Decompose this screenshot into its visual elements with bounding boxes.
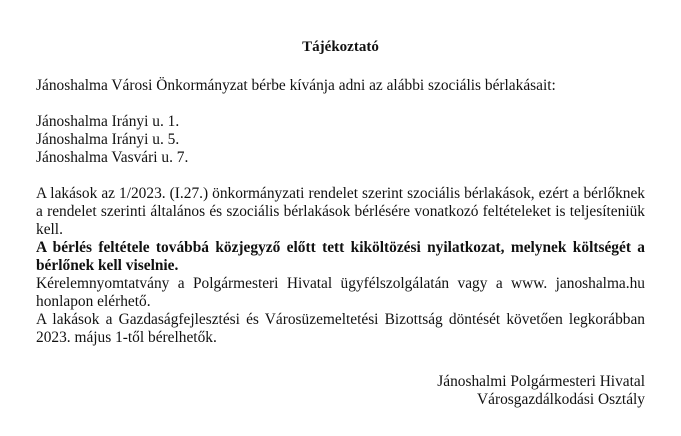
signature-block	[437, 373, 645, 409]
regulation-paragraph: A lakások az 1/2023. (I.27.) önkormányzati rendelet szerint szociális bérlakások, ezért a bérlőknek a rendelet szerinti általános és szociális bérlakások bérlésére vonatkozó feltételeket is teljesíteniük kell.	[36, 185, 645, 238]
signature-office: Jánoshalmi Polgármesteri Hivatal	[437, 373, 645, 390]
address-item: Jánoshalma Irányi u. 5.	[36, 131, 180, 148]
body-text	[36, 185, 645, 347]
signature-department: Városgazdálkodási Osztály	[477, 391, 645, 408]
condition-paragraph: A bérlés feltétele továbbá közjegyző előtt tett kiköltözési nyilatkozat, melynek költségét a bérlőnek kell viselnie.	[36, 239, 645, 274]
address-item: Jánoshalma Vasvári u. 7.	[36, 149, 189, 166]
address-list	[36, 113, 645, 167]
document-title: Tájékoztató	[302, 39, 379, 55]
form-info-paragraph: Kérelemnyomtatvány a Polgármesteri Hivatal ügyfélszolgálatán vagy a www. janoshalma.hu honlapon elérhető.	[36, 275, 645, 310]
intro-text: Jánoshalma Városi Önkormányzat bérbe kívánja adni az alábbi szociális bérlakásait:	[36, 77, 556, 94]
address-item: Jánoshalma Irányi u. 1.	[36, 113, 180, 130]
availability-paragraph: A lakások a Gazdaságfejlesztési és Városüzemeltetési Bizottság döntését követően legkorábban 2023. május 1-től bérelhetők.	[36, 311, 645, 346]
